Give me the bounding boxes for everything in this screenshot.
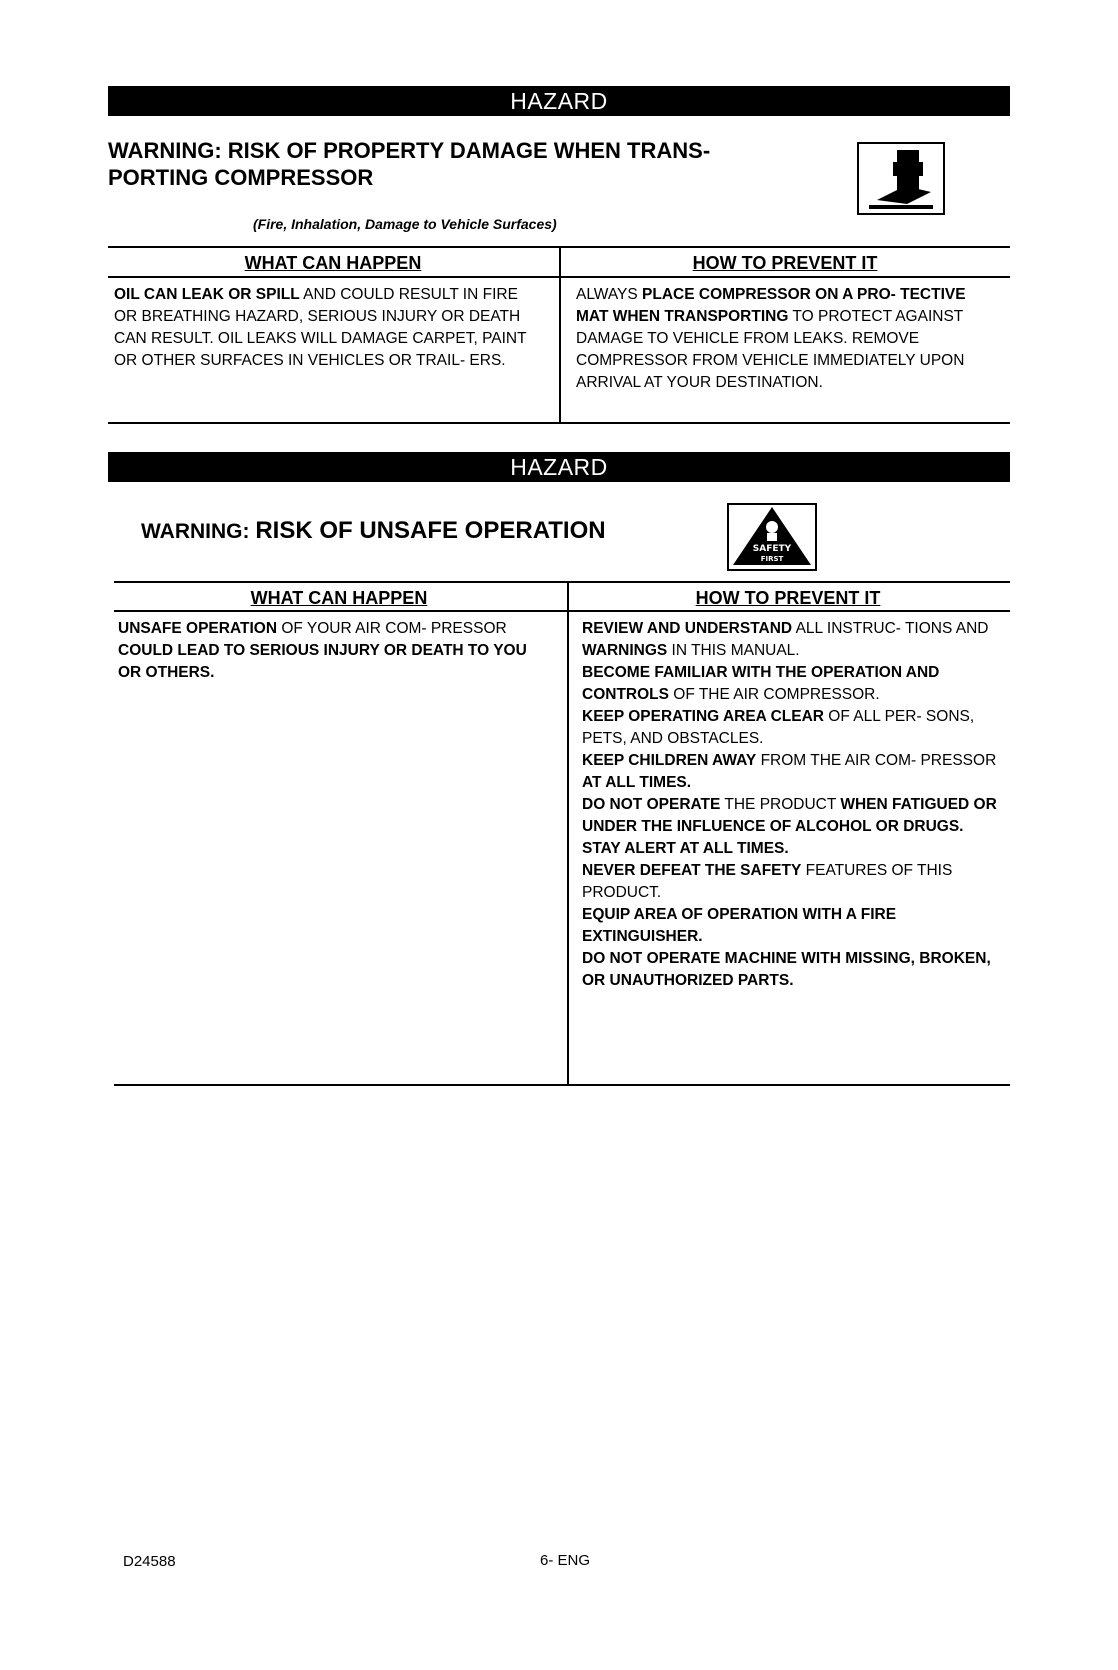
prevent-item bbox=[582, 662, 1006, 706]
hazard-banner-2 bbox=[108, 452, 1010, 482]
page-number: 6- ENG bbox=[540, 1552, 591, 1569]
col-header-how-to-prevent: HOW TO PREVENT IT bbox=[695, 588, 881, 608]
prevent-item bbox=[582, 860, 1006, 904]
prevent-item bbox=[582, 706, 1006, 750]
prevent-item bbox=[582, 750, 1006, 794]
what-can-happen-text-2 bbox=[118, 618, 550, 684]
prevent-item bbox=[582, 948, 1006, 992]
hazard-banner-1 bbox=[108, 86, 1010, 116]
emphasis-text: DO NOT OPERATE MACHINE WITH MISSING, BROKEN, OR UNAUTHORIZED PARTS. bbox=[582, 950, 991, 989]
body-text: TO PROTECT AGAINST DAMAGE TO VEHICLE FROM LEAKS. REMOVE COMPRESSOR FROM VEHICLE IMMEDIATELY UPON ARRIVAL AT YOUR DESTINATION. bbox=[576, 308, 965, 391]
prevent-item bbox=[582, 618, 1006, 662]
body-text: AND COULD RESULT IN FIRE OR BREATHING HAZARD, SERIOUS INJURY OR DEATH CAN RESULT. OIL LEAKS WILL DAMAGE CARPET, PAINT OR OTHER SURFACES IN VEHICLES OR TRAIL- ERS. bbox=[114, 286, 527, 369]
emphasis-text: OIL CAN LEAK OR SPILL bbox=[114, 286, 300, 303]
warning-title-line-1: WARNING: RISK OF PROPERTY DAMAGE WHEN TRANS- bbox=[108, 138, 711, 163]
emphasis-text: PLACE COMPRESSOR ON A PRO- TECTIVE MAT WHEN TRANSPORTING bbox=[576, 286, 966, 325]
prevent-item bbox=[582, 904, 1006, 948]
table-divider bbox=[559, 246, 561, 422]
emphasis-text: AT ALL TIMES. bbox=[582, 774, 692, 791]
warning-title-2 bbox=[141, 517, 741, 545]
emphasis-text: REVIEW AND UNDERSTAND bbox=[582, 620, 793, 637]
emphasis-text: NEVER DEFEAT THE SAFETY bbox=[582, 862, 802, 879]
what-can-happen-text-1 bbox=[114, 284, 540, 372]
body-text: OF THE AIR COMPRESSOR. bbox=[668, 686, 880, 703]
table-bottom-rule bbox=[114, 1084, 1010, 1086]
body-text: FROM THE AIR COM- PRESSOR bbox=[756, 752, 997, 769]
table-header-rule bbox=[114, 610, 1010, 612]
table-bottom-rule bbox=[108, 422, 1010, 424]
col-header-how-to-prevent: HOW TO PREVENT IT bbox=[692, 253, 878, 273]
emphasis-text: BECOME FAMILIAR WITH THE OPERATION AND CONTROLS bbox=[582, 664, 940, 703]
body-text: THE PRODUCT bbox=[720, 796, 841, 813]
col-header-what-can-happen: WHAT CAN HAPPEN bbox=[250, 588, 428, 608]
safety-icon-text-2: FIRST bbox=[760, 555, 784, 563]
hazard-banner-text: HAZARD bbox=[510, 454, 608, 480]
body-text: OF YOUR AIR COM- PRESSOR bbox=[277, 620, 507, 637]
how-to-prevent-text-1 bbox=[576, 284, 1002, 394]
prevent-item bbox=[582, 794, 1006, 860]
hazard-subtitle: (Fire, Inhalation, Damage to Vehicle Surfaces) bbox=[253, 216, 557, 232]
how-to-prevent-text-2 bbox=[582, 618, 1006, 992]
emphasis-text: EQUIP AREA OF OPERATION WITH A FIRE EXTINGUISHER. bbox=[582, 906, 897, 945]
body-text: ALWAYS bbox=[576, 286, 643, 303]
warning-prefix: WARNING: bbox=[141, 520, 256, 543]
table-divider bbox=[567, 581, 569, 1084]
warning-title-main: RISK OF UNSAFE OPERATION bbox=[255, 517, 606, 544]
safety-icon-text-1: SAFETY bbox=[752, 544, 792, 554]
warning-title-1 bbox=[108, 137, 808, 191]
document-code: D24588 bbox=[123, 1553, 176, 1570]
body-text: IN THIS MANUAL. bbox=[667, 642, 800, 659]
warning-title-line-2: PORTING COMPRESSOR bbox=[108, 165, 374, 190]
emphasis-text: WHEN FATIGUED OR UNDER THE INFLUENCE OF ALCOHOL OR DRUGS. STAY ALERT AT ALL TIMES. bbox=[582, 796, 997, 857]
emphasis-text: COULD LEAD TO SERIOUS INJURY OR DEATH TO YOU OR OTHERS. bbox=[118, 642, 527, 681]
compressor-on-mat-icon bbox=[857, 142, 945, 215]
hazard-banner-text: HAZARD bbox=[510, 88, 608, 114]
emphasis-text: DO NOT OPERATE bbox=[582, 796, 721, 813]
table-top-rule bbox=[114, 581, 1010, 583]
col-header-what-can-happen: WHAT CAN HAPPEN bbox=[244, 253, 422, 273]
body-text: OF ALL PER- SONS, PETS, AND OBSTACLES. bbox=[582, 708, 975, 747]
body-text: FEATURES OF THIS PRODUCT. bbox=[582, 862, 953, 901]
emphasis-text: WARNINGS bbox=[582, 642, 668, 659]
safety-first-icon bbox=[727, 503, 817, 571]
emphasis-text: UNSAFE OPERATION bbox=[118, 620, 278, 637]
body-text: ALL INSTRUC- TIONS AND bbox=[792, 620, 989, 637]
emphasis-text: KEEP OPERATING AREA CLEAR bbox=[582, 708, 824, 725]
emphasis-text: KEEP CHILDREN AWAY bbox=[582, 752, 757, 769]
